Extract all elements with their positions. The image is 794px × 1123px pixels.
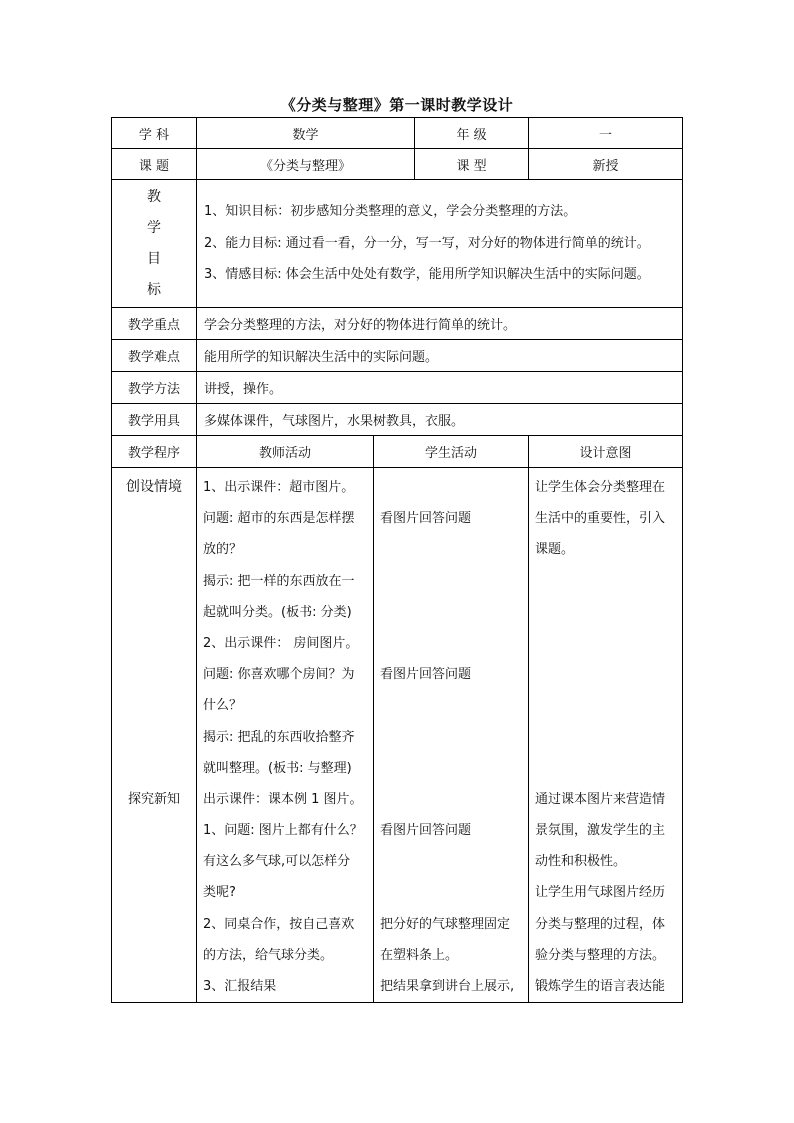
intent-line: 让学生用气球图片经历	[535, 885, 666, 901]
subject-label: 学 科	[112, 118, 197, 149]
subject-row	[112, 118, 683, 149]
teacher-line: 揭示: 把乱的东西收拾整齐	[203, 729, 355, 745]
type-label: 课 型	[415, 149, 529, 180]
document-title: 《分类与整理》第一课时教学设计	[280, 96, 514, 114]
objectives-label-char: 教	[147, 188, 161, 205]
student-line: 把分好的气球整理固定	[380, 916, 511, 932]
teacher-line: 类呢?	[203, 885, 236, 901]
teacher-line: 2、出示课件： 房间图片。	[203, 635, 359, 651]
student-line: 看图片回答问题	[380, 511, 472, 527]
teacher-line: 就叫整理。(板书: 与整理)	[203, 760, 352, 776]
grade-value: 一	[529, 118, 683, 149]
tools-row	[112, 404, 683, 436]
student-line	[380, 566, 525, 597]
student-line	[380, 784, 525, 815]
teacher-line: 问题: 超市的东西是怎样摆	[203, 511, 355, 527]
key-point-value: 学会分类整理的方法，对分好的物体进行简单的统计。	[197, 308, 683, 340]
design-intent-header: 设计意图	[529, 436, 683, 468]
teacher-activity-header: 教师活动	[197, 436, 374, 468]
student-line	[380, 722, 525, 753]
intent-line: 课题。	[535, 542, 575, 558]
intent-line	[535, 659, 679, 690]
teacher-line: 放的？	[203, 542, 243, 558]
objectives-label-char: 标	[147, 281, 161, 298]
student-line	[380, 846, 525, 877]
tools-value: 多媒体课件，气球图片，水果树教具，衣服。	[197, 404, 683, 436]
student-line	[380, 534, 525, 565]
student-line	[380, 690, 525, 721]
teacher-line: 2、同桌合作，按自己喜欢	[203, 916, 355, 932]
intent-line	[535, 753, 679, 784]
intent-line	[535, 690, 679, 721]
student-line: 把结果拿到讲台上展示,	[380, 979, 515, 994]
intent-line: 分类与整理的过程，体	[535, 916, 666, 932]
student-line	[380, 753, 525, 784]
difficulty-value: 能用所学的知识解决生活中的实际问题。	[197, 340, 683, 372]
student-line: 在塑料条上。	[380, 947, 459, 963]
objectives-label-char: 学	[147, 219, 161, 236]
method-value: 讲授，操作。	[197, 372, 683, 404]
intent-line: 生活中的重要性，引入	[535, 511, 666, 527]
key-point-row	[112, 308, 683, 340]
student-line	[380, 472, 525, 503]
objective-ability: 2、能力目标: 通过看一看，分一分，写一写，对分好的物体进行简单的统计。	[204, 235, 650, 251]
teacher-line: 什么？	[203, 698, 243, 714]
student-line	[380, 628, 525, 659]
type-value: 新授	[529, 149, 683, 180]
student-line	[380, 597, 525, 628]
intent-line: 验分类与整理的方法。	[535, 947, 666, 963]
teacher-line: 有这么多气球,可以怎样分	[203, 854, 351, 870]
topic-label: 课 题	[112, 149, 197, 180]
intent-line: 动性和积极性。	[535, 854, 627, 870]
student-line	[380, 877, 525, 908]
student-activity-column	[374, 468, 529, 1003]
teacher-line: 3、汇报结果	[203, 979, 277, 994]
procedure-body-row	[112, 468, 683, 1003]
intent-line	[535, 566, 679, 597]
student-line: 看图片回答问题	[380, 823, 472, 839]
subject-value: 数学	[197, 118, 415, 149]
objective-knowledge: 1、知识目标：初步感知分类整理的意义，学会分类整理的方法。	[204, 204, 577, 220]
difficulty-row	[112, 340, 683, 372]
objective-emotion: 3、情感目标: 体会生活中处处有数学，能用所学知识解决生活中的实际问题。	[204, 267, 650, 283]
tools-label: 教学用具	[112, 404, 197, 436]
topic-value: 《分类与整理》	[197, 149, 415, 180]
design-intent-column	[529, 468, 683, 1003]
intent-line	[535, 597, 679, 628]
stage-label: 探究新知	[127, 791, 180, 807]
student-activity-header: 学生活动	[374, 436, 529, 468]
grade-label: 年 级	[415, 118, 529, 149]
difficulty-label: 教学难点	[112, 340, 197, 372]
intent-line: 通过课本图片来营造情	[535, 791, 666, 807]
topic-row	[112, 149, 683, 180]
student-line: 看图片回答问题	[380, 667, 472, 683]
objectives-label-char: 目	[147, 250, 161, 267]
stage-column	[112, 468, 197, 1003]
lesson-plan-table	[111, 117, 683, 1003]
teacher-line: 1、出示课件：超市图片。	[203, 480, 355, 495]
intent-line: 锻炼学生的语言表达能	[535, 979, 666, 994]
intent-line	[535, 628, 679, 659]
teacher-line: 1、问题: 图片上都有什么？	[203, 823, 363, 839]
method-label: 教学方法	[112, 372, 197, 404]
objectives-label	[112, 180, 197, 308]
stage-label: 创设情境	[126, 479, 182, 495]
key-point-label: 教学重点	[112, 308, 197, 340]
objectives-content	[197, 180, 683, 308]
intent-line: 景氛围，激发学生的主	[535, 823, 666, 839]
procedure-header: 教学程序	[112, 436, 197, 468]
teacher-activity-column	[197, 468, 374, 1003]
intent-line	[535, 722, 679, 753]
teacher-line: 的方法，给气球分类。	[203, 947, 334, 963]
teacher-line: 出示课件：课本例 1 图片。	[203, 791, 363, 807]
teacher-line: 起就叫分类。(板书: 分类)	[203, 604, 352, 620]
teacher-line: 揭示: 把一样的东西放在一	[203, 573, 355, 589]
procedure-header-row	[112, 436, 683, 468]
objectives-row	[112, 180, 683, 308]
intent-line: 让学生体会分类整理在	[535, 480, 666, 495]
teacher-line: 问题: 你喜欢哪个房间？为	[203, 667, 355, 683]
method-row	[112, 372, 683, 404]
